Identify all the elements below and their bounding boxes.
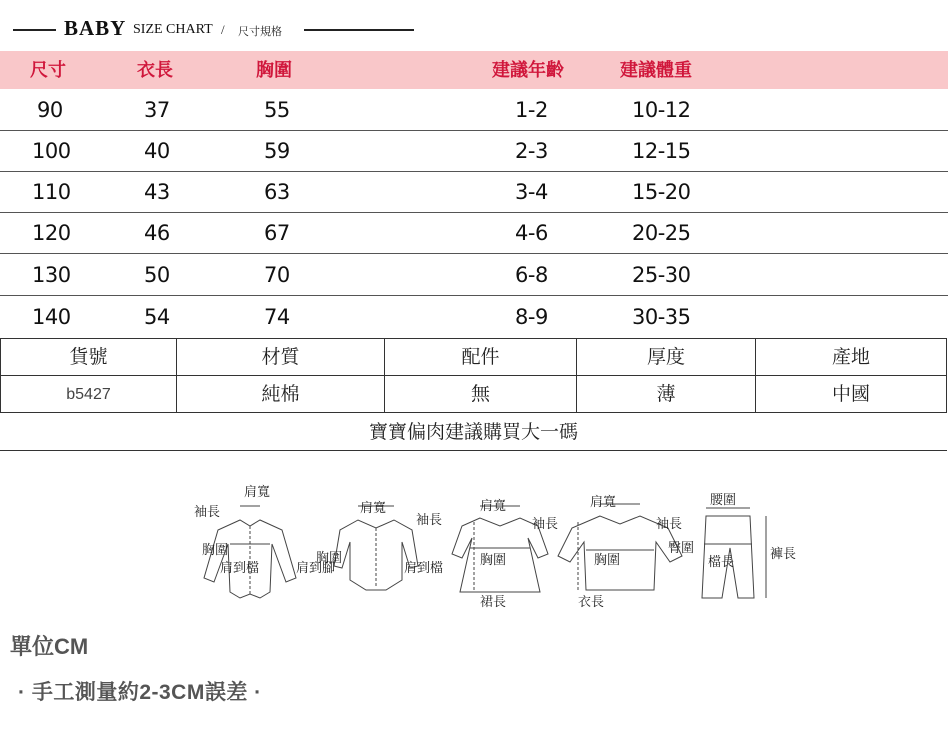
cell-length: 37 xyxy=(144,98,170,122)
size-advice-note: 寶寶偏肉建議購買大一碼 xyxy=(0,413,947,451)
cell-age: 4-6 xyxy=(515,221,548,245)
cell-weight: 25-30 xyxy=(632,263,691,287)
cell-age: 3-4 xyxy=(515,180,548,204)
table-row xyxy=(0,296,948,338)
cell-chest: 59 xyxy=(264,139,290,163)
header-chest: 胸圍 xyxy=(256,60,292,80)
cell-age: 1-2 xyxy=(515,98,548,122)
cell-age: 6-8 xyxy=(515,263,548,287)
info-header-material: 材質 xyxy=(177,339,385,376)
info-header-origin: 產地 xyxy=(831,347,870,368)
info-thickness: 薄 xyxy=(577,376,756,413)
table-row xyxy=(0,171,948,213)
dress-length-label: 裙長 xyxy=(480,595,507,610)
cell-length: 50 xyxy=(144,263,170,287)
romper-shoulder-foot-label: 肩到腳 xyxy=(296,561,336,576)
top-shoulder-label: 肩寬 xyxy=(590,495,617,510)
bodysuit-sleeve-label: 袖長 xyxy=(416,513,443,528)
info-material: 純棉 xyxy=(177,376,385,413)
cell-age: 8-9 xyxy=(515,305,548,329)
info-header-thickness: 厚度 xyxy=(577,339,756,376)
table-row xyxy=(0,130,948,172)
romper-shoulder-label: 肩寬 xyxy=(244,485,271,500)
cell-size: 130 xyxy=(32,263,71,287)
product-info-table xyxy=(0,338,947,413)
bodysuit-shoulder-label: 肩寬 xyxy=(360,501,387,516)
bodysuit-shoulder-crotch-label: 肩到檔 xyxy=(404,561,444,576)
pants-hip-label: 臀圍 xyxy=(668,541,695,556)
pants-length-label: 褲長 xyxy=(770,547,797,562)
cell-chest: 63 xyxy=(264,180,290,204)
top-chest-label: 胸圍 xyxy=(594,553,621,568)
header-age: 建議年齡 xyxy=(492,60,564,80)
top-length-label: 衣長 xyxy=(578,595,605,610)
table-row xyxy=(0,212,948,254)
dress-sleeve-label: 袖長 xyxy=(532,517,559,532)
info-item-no: b5427 xyxy=(1,376,177,413)
cell-weight: 12-15 xyxy=(632,139,691,163)
cell-chest: 70 xyxy=(264,263,290,287)
table-row xyxy=(0,89,948,131)
romper-chest-label: 胸圍 xyxy=(202,543,229,558)
info-accessories: 無 xyxy=(385,376,577,413)
cell-length: 54 xyxy=(144,305,170,329)
cell-chest: 55 xyxy=(264,98,290,122)
bodysuit-diagram xyxy=(334,506,418,590)
cell-length: 46 xyxy=(144,221,170,245)
table-row xyxy=(0,254,948,296)
title-rule-left xyxy=(13,29,56,31)
cell-size: 110 xyxy=(32,180,71,204)
title-subtitle: SIZE CHART xyxy=(133,22,213,37)
cell-weight: 10-12 xyxy=(632,98,691,122)
size-table-header xyxy=(0,51,948,89)
header-weight: 建議體重 xyxy=(620,60,692,80)
romper-sleeve-label: 袖長 xyxy=(194,505,221,520)
cell-length: 43 xyxy=(144,180,170,204)
cell-size: 100 xyxy=(32,139,71,163)
pants-waist-label: 腰圍 xyxy=(710,493,737,508)
unit-label: 單位CM xyxy=(10,634,89,659)
cell-length: 40 xyxy=(144,139,170,163)
info-origin: 中國 xyxy=(831,384,870,405)
measurement-diagrams xyxy=(190,482,797,622)
cell-weight: 20-25 xyxy=(632,221,691,245)
cell-age: 2-3 xyxy=(515,139,548,163)
cell-size: 120 xyxy=(32,221,71,245)
dress-shoulder-label: 肩寬 xyxy=(480,499,507,514)
cell-chest: 67 xyxy=(264,221,290,245)
chart-title xyxy=(0,14,948,48)
pants-rise-label: 檔長 xyxy=(708,555,735,570)
title-cn-subtitle: 尺寸規格 xyxy=(238,26,282,38)
measurement-error-note: · 手工測量約2-3CM誤差 · xyxy=(18,681,262,704)
title-brand: BABY xyxy=(64,16,127,40)
title-separator: / xyxy=(221,22,225,37)
cell-weight: 15-20 xyxy=(632,180,691,204)
bodysuit-chest-label: 胸圍 xyxy=(316,551,343,566)
info-header-item-no: 貨號 xyxy=(1,339,177,376)
cell-chest: 74 xyxy=(264,305,290,329)
title-rule-right xyxy=(304,29,414,31)
top-sleeve-label: 袖長 xyxy=(656,517,683,532)
cell-weight: 30-35 xyxy=(632,305,691,329)
romper-shoulder-crotch-label: 肩到檔 xyxy=(220,561,260,576)
info-header-accessories: 配件 xyxy=(385,339,577,376)
pants-diagram xyxy=(702,508,766,598)
dress-chest-label: 胸圍 xyxy=(480,553,507,568)
cell-size: 140 xyxy=(32,305,71,329)
header-size: 尺寸 xyxy=(30,60,66,80)
cell-size: 90 xyxy=(37,98,63,122)
header-length: 衣長 xyxy=(137,60,173,80)
